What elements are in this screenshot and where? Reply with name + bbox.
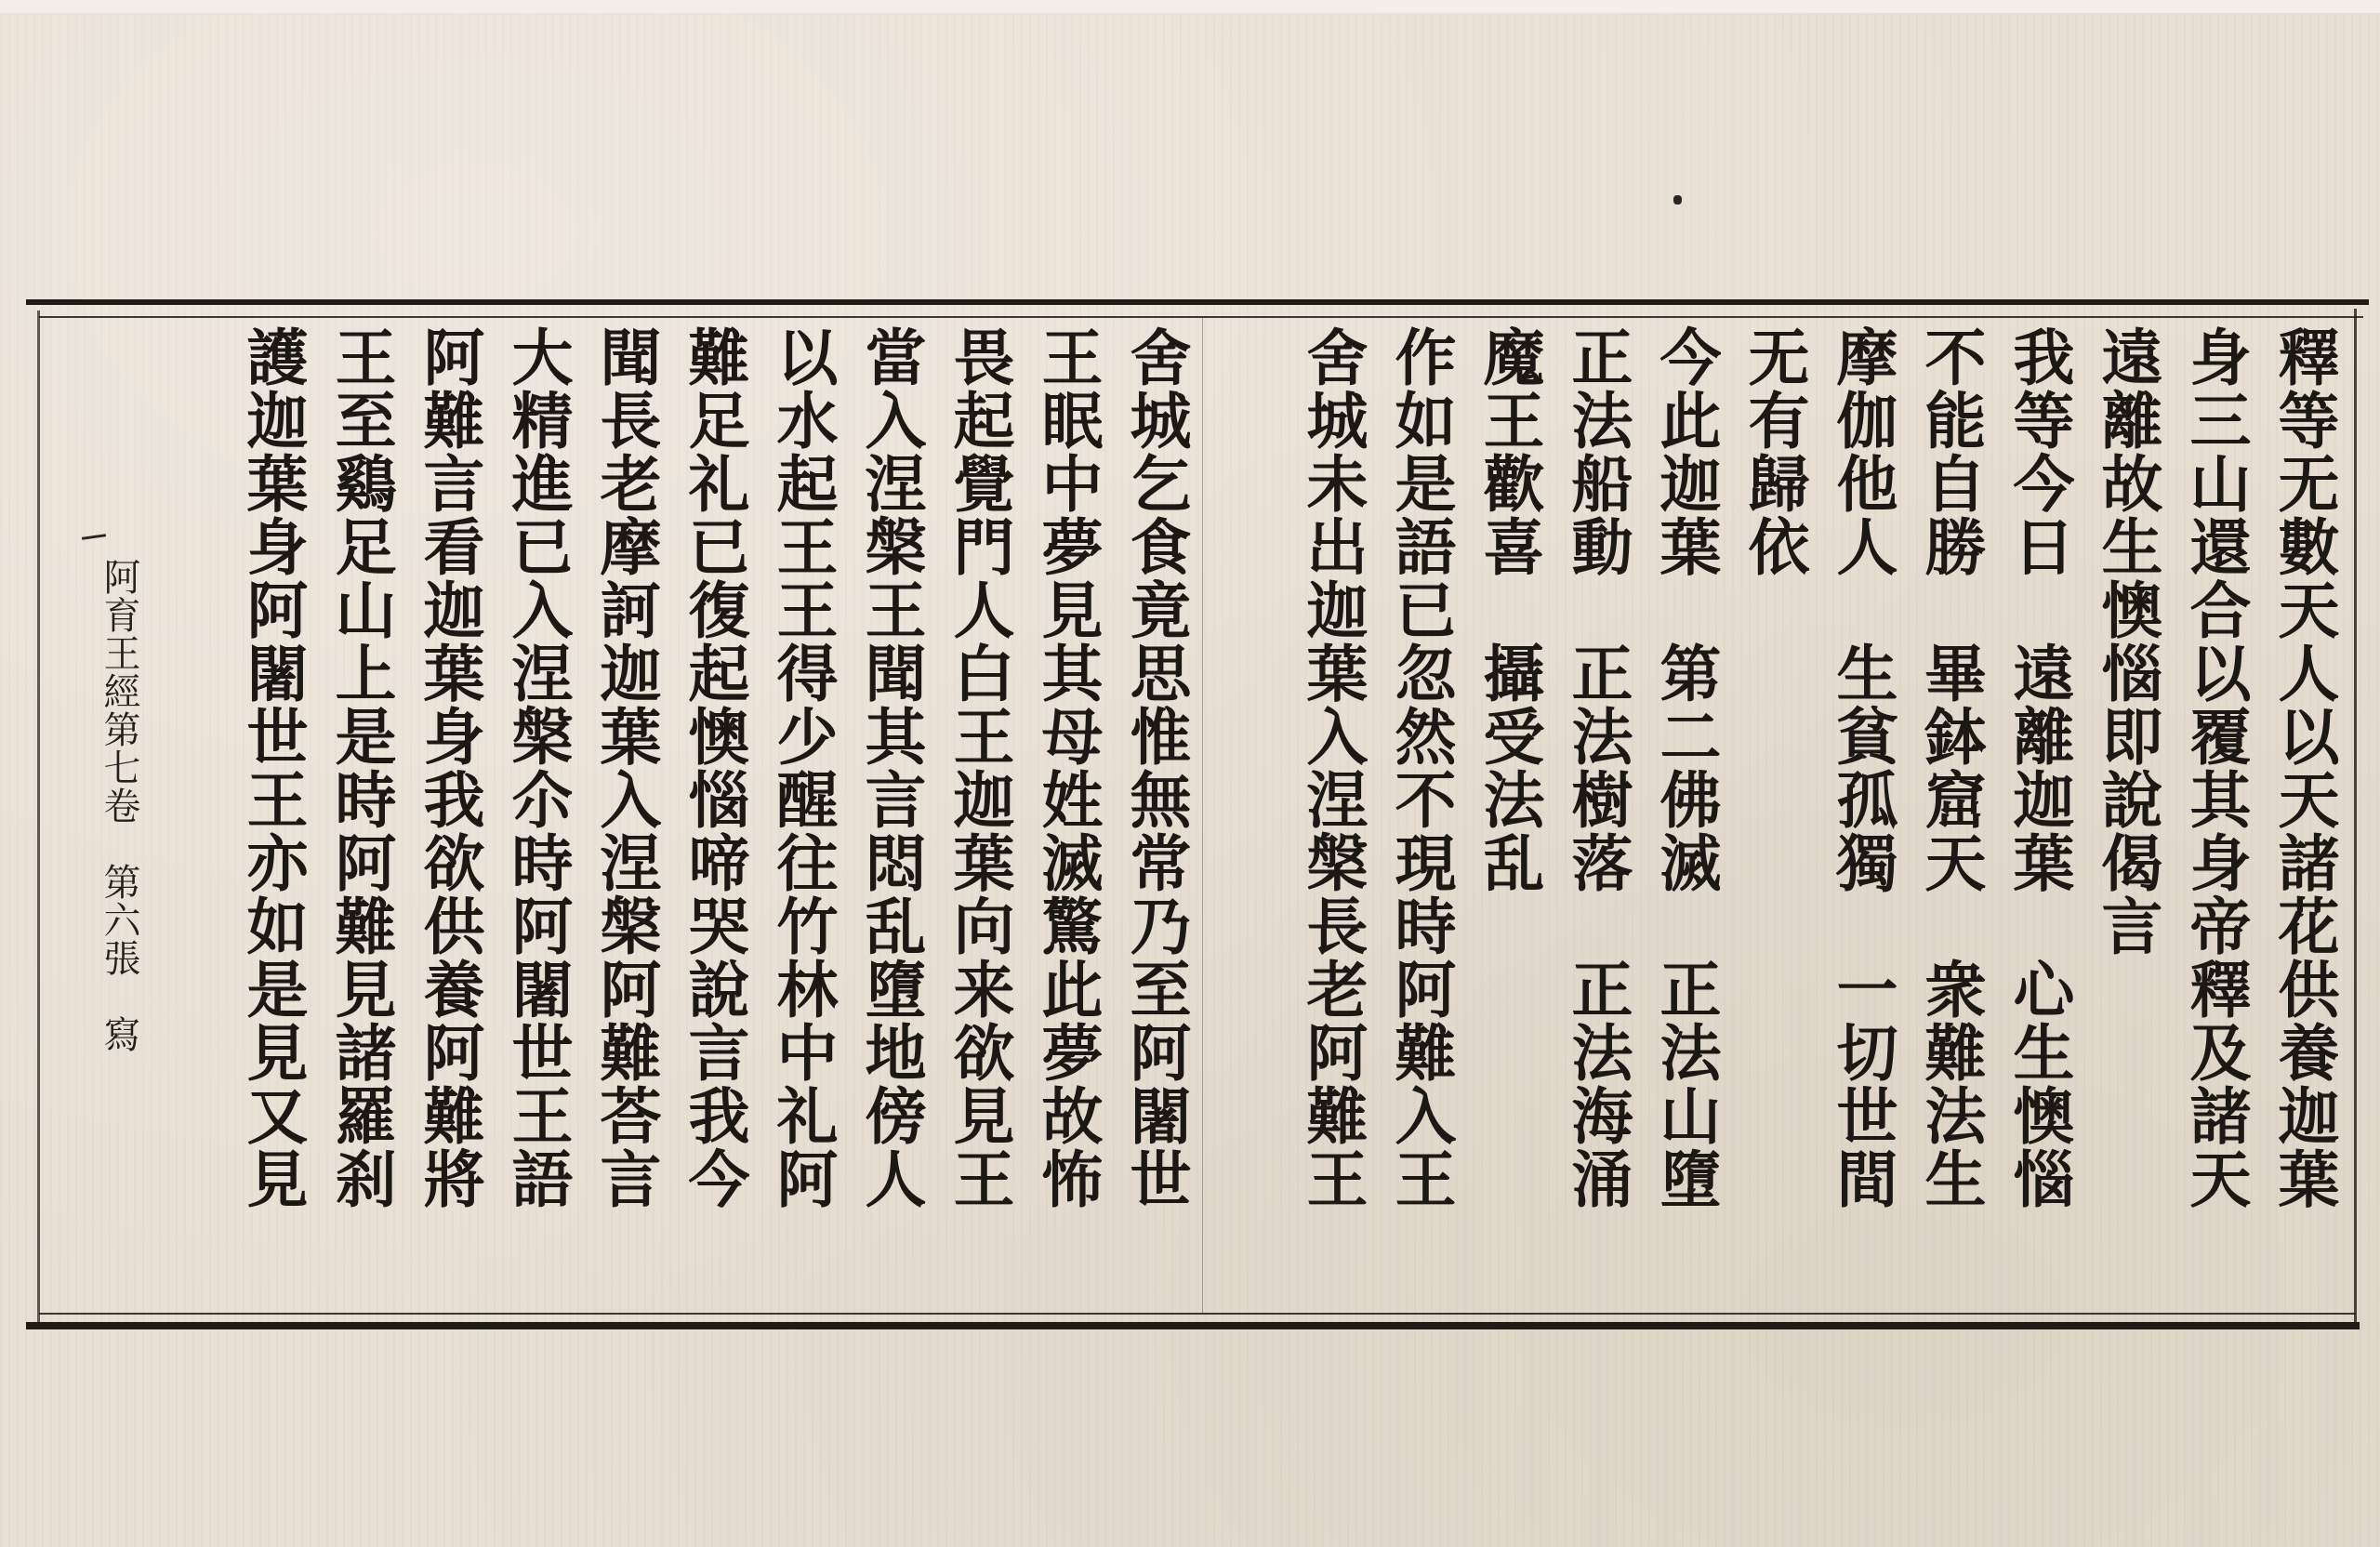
border-top-inner [39,316,2363,318]
border-bottom-outer [26,1322,2360,1329]
border-top-outer [26,299,2369,305]
ink-speck [1673,195,1682,205]
center-fold-line [1202,318,1203,1313]
text-column-16: 當入涅槃王聞其言悶乱墮地傍人 [854,325,927,1210]
text-column-23: 護迦葉身阿闍世王亦如是見又見 [236,325,309,1210]
text-column-1: 釋等无數天人以天諸花供養迦葉 [2268,325,2340,1210]
text-column-2: 身三山還合以覆其身帝釋及諸天 [2179,325,2252,1210]
border-left [37,311,40,1322]
colophon-page-label: 阿育王經第七卷 第六張 寫 [98,558,140,1053]
text-column-10: 魔王歡喜 攝受法乱 [1473,325,1545,894]
text-column-4: 我等今日 遠離迦葉 心生懊惱 [2003,325,2075,1210]
text-column-13: 舍城乞食竟思惟無常乃至阿闍世 [1119,325,1192,1210]
text-column-17: 以水起王王得少醒往竹林中礼阿 [766,325,839,1210]
border-bottom-inner [39,1313,2356,1315]
text-column-22: 王至鷄足山上是時阿難見諸羅刹 [324,325,397,1210]
text-column-12: 舍城未出迦葉入涅槃長老阿難王 [1296,325,1368,1210]
text-column-21: 阿難言看迦葉身我欲供養阿難將 [413,325,485,1210]
text-column-11: 作如是語已忽然不現時阿難入王 [1384,325,1457,1210]
text-column-15: 畏起覺門人白王迦葉向来欲見王 [943,325,1015,1210]
printed-text-block [26,299,2369,1337]
text-column-3: 遠離故生懊惱即說偈言 [2091,325,2163,958]
text-column-5: 不能自勝 畢鉢窟天 衆難法生 [1914,325,1987,1210]
text-column-19: 聞長老摩訶迦葉入涅槃阿難荅言 [589,325,662,1210]
text-column-7: 无有歸依 [1738,325,1810,578]
text-column-8: 今此迦葉 第二佛滅 正法山墮 [1649,325,1722,1210]
top-margin-band [0,0,2380,13]
border-right [2354,309,2357,1322]
text-column-6: 摩伽他人 生貧孤獨 一切世間 [1826,325,1898,1210]
text-column-9: 正法船動 正法樹落 正法海涌 [1561,325,1633,1210]
text-column-20: 大精進已入涅槃尒時阿闍世王語 [501,325,574,1210]
text-column-14: 王眠中夢見其母姓滅驚此夢故怖 [1031,325,1104,1210]
text-column-18: 難足礼已復起懊惱啼哭說言我今 [678,325,750,1210]
